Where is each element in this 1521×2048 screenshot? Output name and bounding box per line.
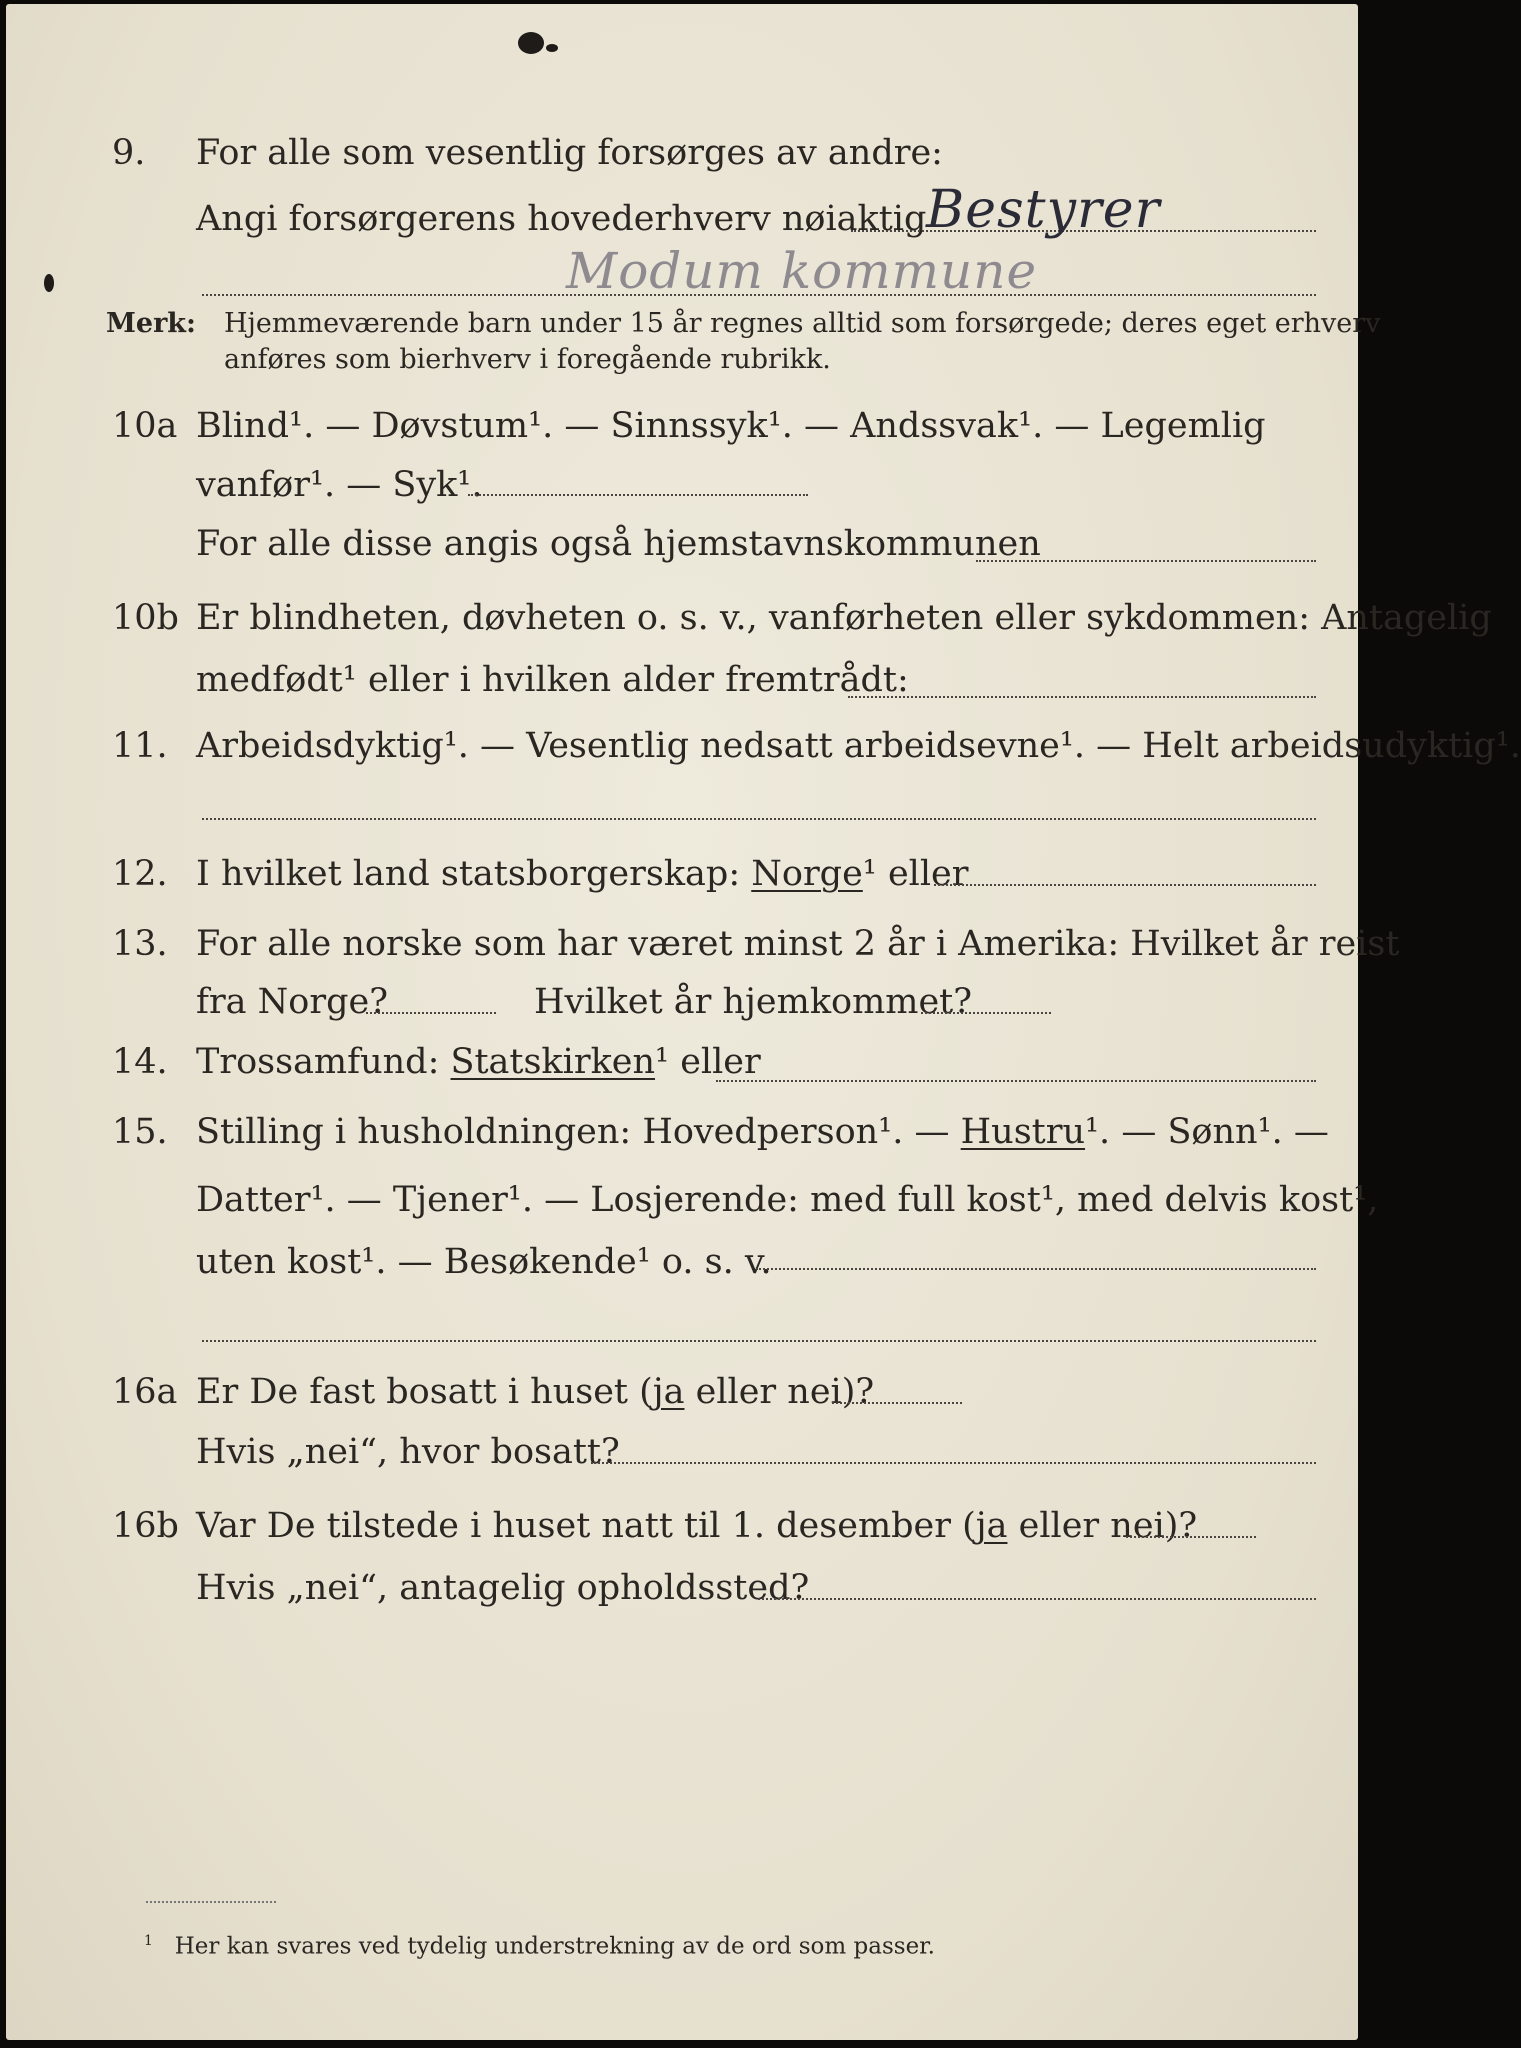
question-text: I hvilket land statsborgerskap: [196, 854, 741, 894]
answer-line [1126, 1536, 1256, 1538]
underlined-answer: Norge [751, 854, 863, 894]
answer-line [832, 1402, 962, 1404]
question-text: Arbeidsdyktig¹. — Vesentlig nedsatt arbeidsevne¹. — Helt arbeidsudyktig¹. [196, 726, 1521, 766]
underlined-answer: ja [652, 1372, 685, 1412]
answer-line [716, 1080, 1316, 1082]
answer-line [921, 1012, 1051, 1014]
question-number: 14. [112, 1042, 168, 1082]
note-text: anføres som bierhverv i foregående rubrikk. [224, 344, 831, 375]
answer-line [468, 494, 808, 496]
question-text: For alle disse angis også hjemstavnskommunen [196, 524, 1041, 564]
question-text-wrap [196, 1040, 761, 1084]
question-number: 9. [112, 133, 146, 173]
question-text: For alle som vesentlig forsørges av andre: [196, 133, 943, 173]
question-number: 16b [112, 1506, 179, 1546]
census-form-page [6, 4, 1521, 2040]
question-text: Hvilket år hjemkommet? [534, 982, 973, 1022]
answer-line [758, 1598, 1316, 1600]
question-text-wrap [196, 852, 969, 896]
question-text-suffix: eller nei)? [684, 1372, 875, 1412]
answer-line [848, 696, 1316, 698]
question-text: uten kost¹. — Besøkende¹ o. s. v. [196, 1242, 772, 1282]
question-number: 13. [112, 924, 168, 964]
footnote [144, 1926, 935, 1962]
question-text: Blind¹. — Døvstum¹. — Sinnssyk¹. — Andssvak¹. — Legemlig [196, 406, 1266, 446]
answer-line [591, 1462, 1316, 1464]
question-text: Er De fast bosatt i huset ( [196, 1372, 653, 1412]
note-text: Hjemmeværende barn under 15 år regnes alltid som forsørgede; deres eget erhverv [224, 308, 1381, 339]
question-text-wrap [196, 1110, 1329, 1154]
question-text-suffix: ¹ eller [862, 854, 969, 894]
question-text: medfødt¹ eller i hvilken alder fremtrådt: [196, 660, 909, 700]
question-number: 12. [112, 854, 168, 894]
answer-line [366, 1012, 496, 1014]
question-text: For alle norske som har været minst 2 år i Amerika: Hvilket år reist [196, 924, 1400, 964]
question-text-suffix: ¹ eller [655, 1042, 761, 1082]
footnote-mark: 1 [144, 1933, 153, 1949]
answer-line [202, 1340, 1316, 1342]
question-number: 16a [112, 1372, 178, 1412]
footnote-divider [146, 1901, 276, 1903]
question-number: 11. [112, 726, 168, 766]
question-number: 10b [112, 598, 179, 638]
question-text: vanfør¹. — Syk¹. [196, 465, 483, 505]
underlined-answer: ja [975, 1506, 1008, 1546]
question-text: Trossamfund: [196, 1042, 440, 1082]
ink-blot [518, 32, 544, 54]
question-text-suffix: ¹. — Sønn¹. — [1085, 1112, 1329, 1152]
question-text: Angi forsørgerens hovederhverv nøiaktig [196, 199, 927, 239]
question-text: Er blindheten, døvheten o. s. v., vanførheten eller sykdommen: Antagelig [196, 598, 1492, 638]
underlined-answer: Statskirken [450, 1042, 656, 1082]
question-text: Stilling i husholdningen: Hovedperson¹. — [196, 1112, 950, 1152]
question-number: 10a [112, 406, 178, 446]
ink-blot [44, 274, 54, 292]
answer-line [934, 884, 1316, 886]
question-text: Hvis „nei“, hvor bosatt? [196, 1432, 620, 1472]
note-label: Merk: [106, 308, 196, 339]
question-text-suffix: eller nei)? [1007, 1506, 1198, 1546]
answer-line [756, 1268, 1316, 1270]
question-text-wrap [196, 1370, 874, 1414]
underlined-answer: Hustru [960, 1112, 1086, 1152]
handwritten-answer-provider: Modum kommune [566, 242, 1038, 300]
question-text: Hvis „nei“, antagelig opholdssted? [196, 1568, 810, 1608]
question-text: Var De tilstede i huset natt til 1. desember ( [196, 1506, 976, 1546]
question-number: 15. [112, 1112, 168, 1152]
ink-blot [546, 44, 558, 52]
footnote-text: Her kan svares ved tydelig understrekning av de ord som passer. [174, 1933, 935, 1960]
question-text-wrap [196, 1504, 1197, 1548]
question-text: fra Norge? [196, 982, 388, 1022]
answer-line [202, 818, 1316, 820]
handwritten-answer-occupation: Bestyrer [926, 180, 1161, 240]
answer-line [976, 560, 1316, 562]
question-text: Datter¹. — Tjener¹. — Losjerende: med full kost¹, med delvis kost¹, [196, 1180, 1379, 1220]
